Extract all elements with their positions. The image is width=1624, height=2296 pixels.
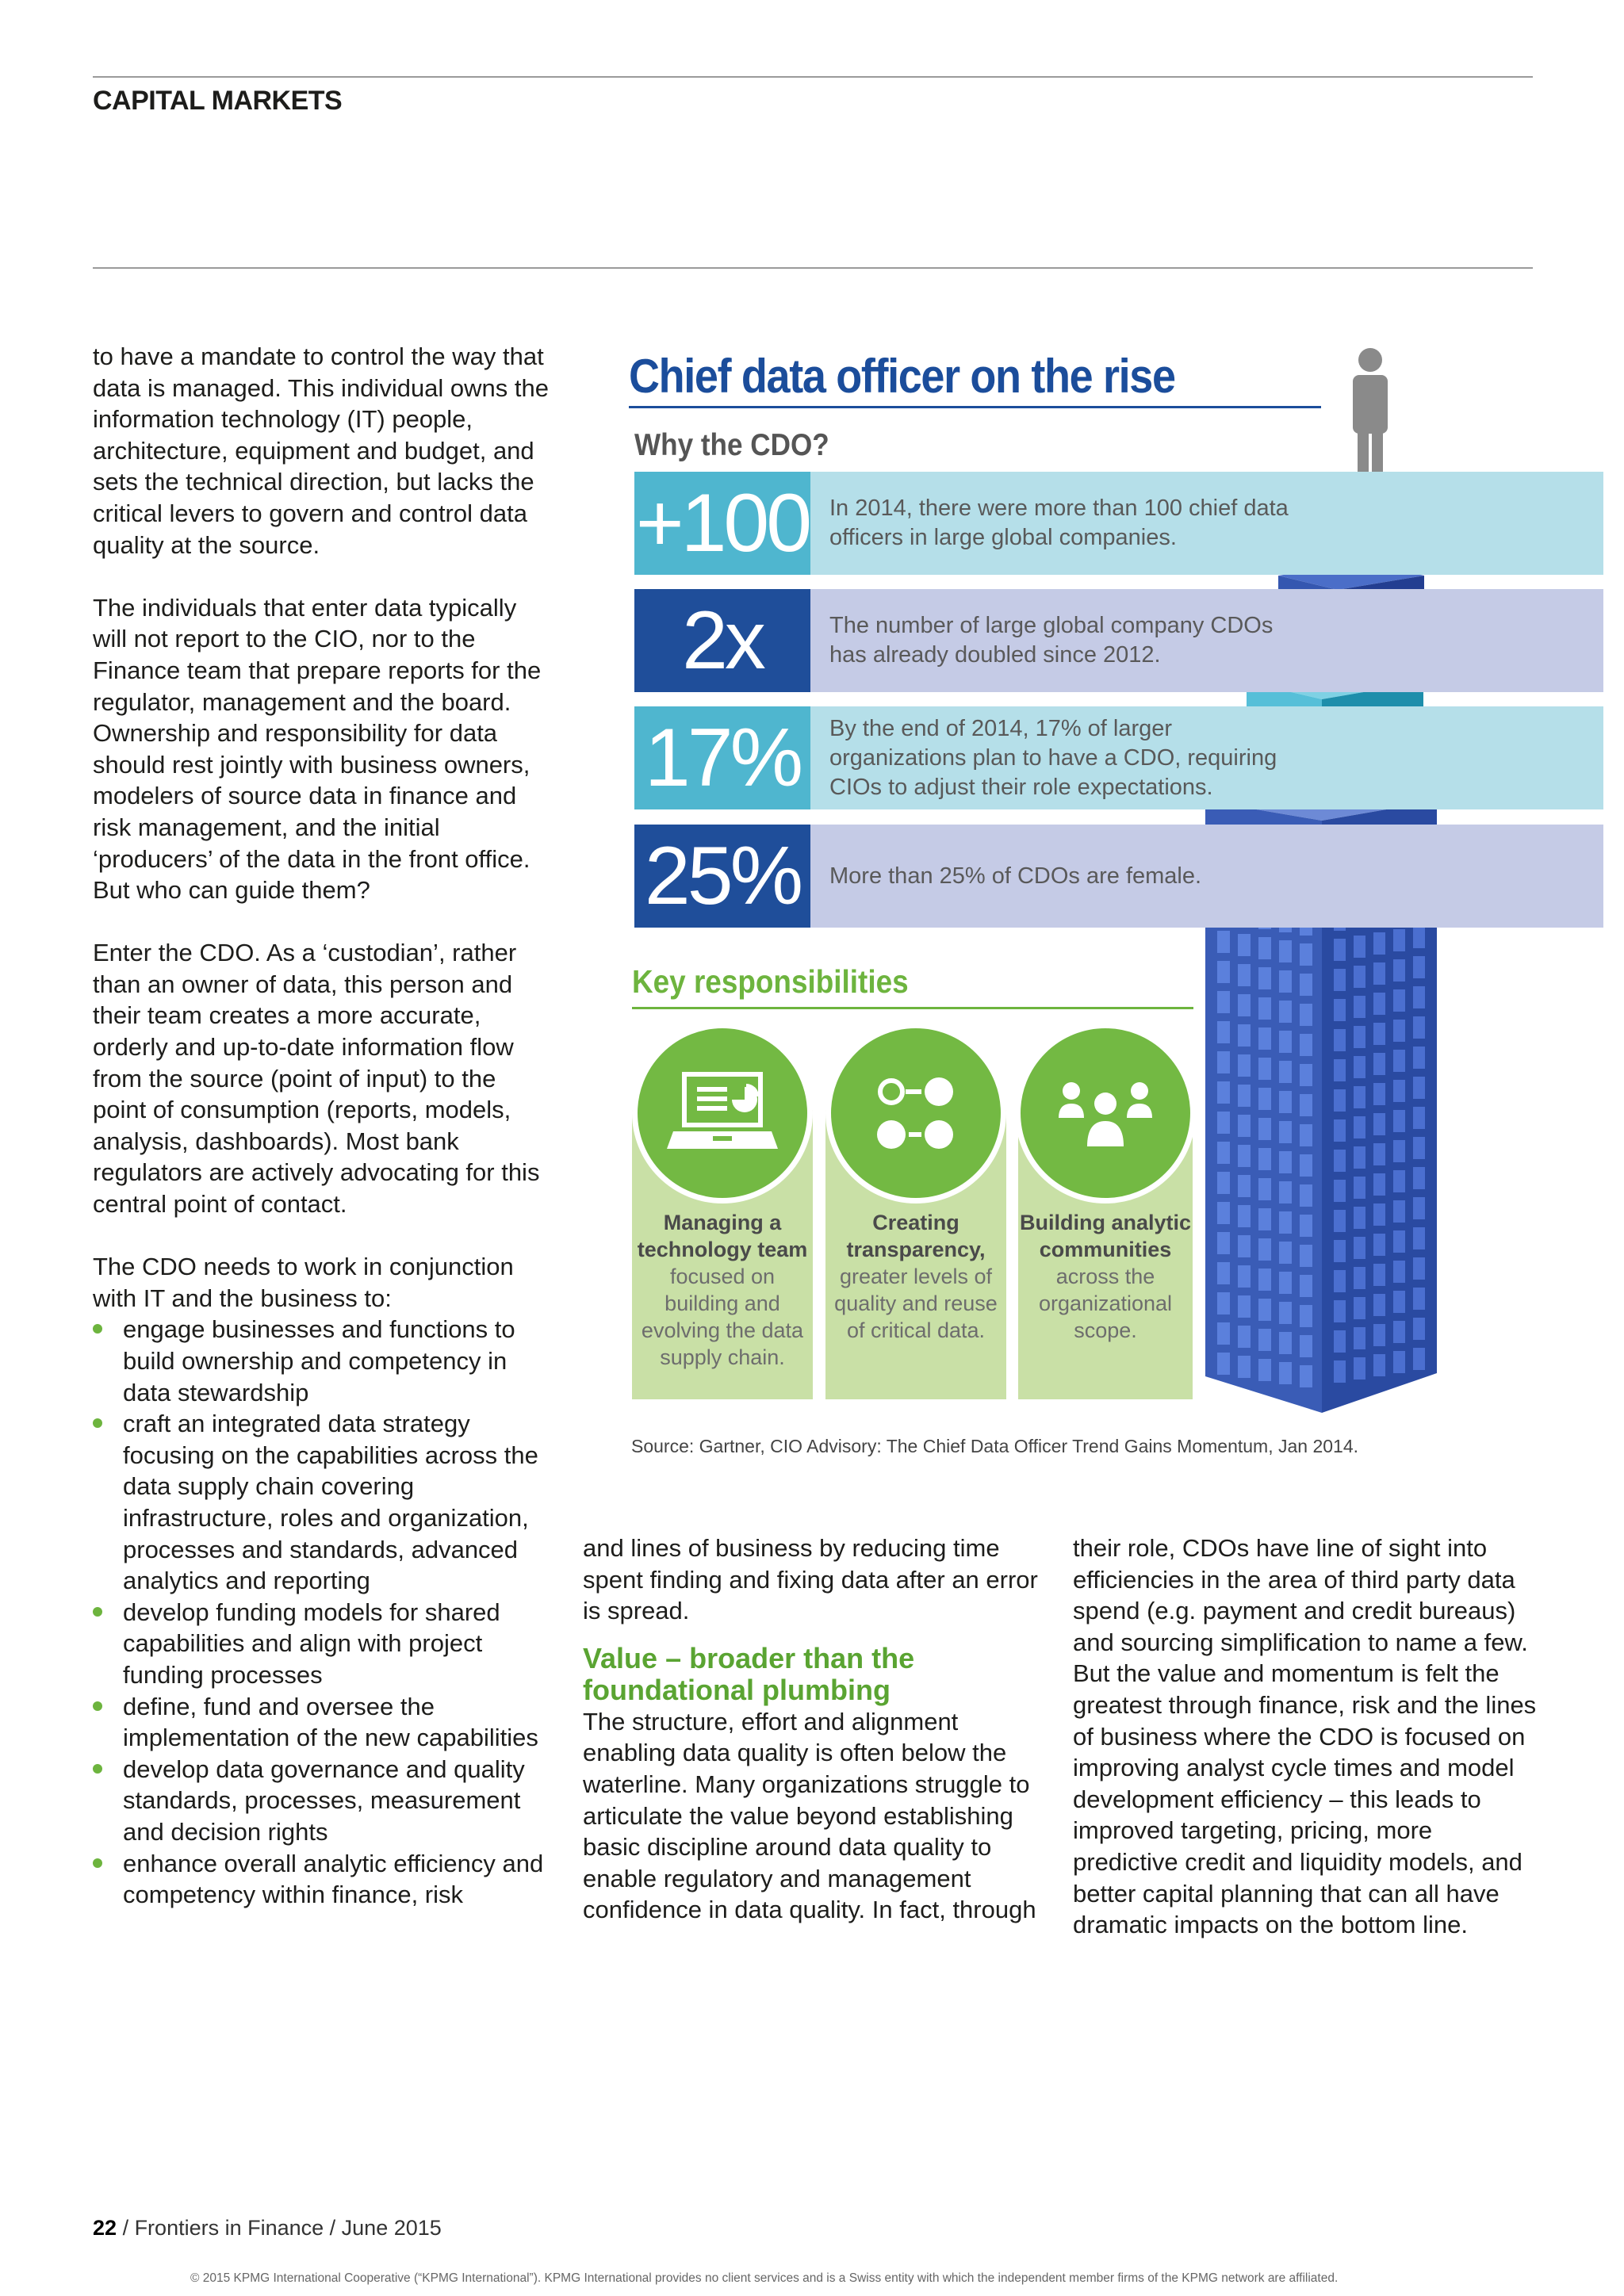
window xyxy=(1258,1027,1271,1050)
bullet-list xyxy=(93,1314,553,1910)
paragraph: The structure, effort and alignment enabling data quality is often below the waterline. Many organizations struggle to articulate the value beyond establishing basic discipline around data quality to enable regulatory and management confidence in data quality. In fact, through xyxy=(583,1707,1036,1924)
window xyxy=(1413,1047,1425,1069)
window xyxy=(1300,1034,1312,1056)
paragraph: their role, CDOs have line of sight into efficiencies in the area of third party data spend (e.g. payment and credit bureaus) and sourcing simplification to name a few. But the value and momentum is felt the greatest through finance, risk and the lines of business where the CDO is focused on improving analyst cycle times and model development efficiency – this leads to improved targeting, pricing, more predictive credit and liquidity models, and better capital planning that can all have dramatic impacts on the bottom line. xyxy=(1073,1534,1537,1939)
window xyxy=(1354,996,1365,1018)
title-rule xyxy=(629,406,1321,408)
window xyxy=(1300,943,1312,966)
window xyxy=(1217,1172,1230,1194)
window xyxy=(1238,1085,1251,1107)
window xyxy=(1258,967,1271,989)
window xyxy=(1393,1351,1405,1373)
window xyxy=(1279,1061,1292,1083)
page-number: 22 xyxy=(93,2216,117,2240)
window xyxy=(1373,1264,1385,1286)
window xyxy=(1373,932,1385,955)
window xyxy=(1373,1113,1385,1135)
window xyxy=(1413,956,1425,978)
window xyxy=(1300,974,1312,996)
list-item: enhance overall analytic efficiency and competency within finance, risk xyxy=(93,1848,553,1911)
window xyxy=(1279,1001,1292,1023)
window xyxy=(1393,959,1405,982)
window xyxy=(1373,1324,1385,1346)
window xyxy=(1413,1137,1425,1159)
column-3 xyxy=(1073,1533,1541,1972)
window xyxy=(1354,1056,1365,1078)
window xyxy=(1258,1208,1271,1230)
window xyxy=(1279,1031,1292,1053)
window xyxy=(1334,1330,1346,1353)
window xyxy=(1334,1119,1346,1142)
window xyxy=(1373,1203,1385,1226)
window xyxy=(1393,1050,1405,1072)
stat-line: By the end of 2014, 17% of larger xyxy=(829,715,1173,741)
card-caption-bold: Building analytic communities xyxy=(1019,1211,1192,1261)
window xyxy=(1217,1051,1230,1073)
stat-value: 2x xyxy=(634,589,810,692)
window xyxy=(1334,939,1346,961)
header-top-rule xyxy=(93,76,1533,78)
window xyxy=(1393,1020,1405,1042)
window xyxy=(1238,964,1251,986)
window xyxy=(1258,1178,1271,1200)
window xyxy=(1413,1227,1425,1249)
window xyxy=(1300,1215,1312,1237)
window xyxy=(1300,1275,1312,1297)
card-caption xyxy=(632,1209,813,1371)
card-caption-text: focused on building and evolving the data supply chain. xyxy=(641,1265,804,1369)
window xyxy=(1279,1272,1292,1294)
window xyxy=(1279,1151,1292,1173)
paragraph: to have a mandate to control the way that data is managed. This individual owns the information technology (IT) people, architecture, equipment and budget, and sets the technical direction, but lacks the critical levers to govern and control data quality at the source. xyxy=(93,342,549,559)
window xyxy=(1217,961,1230,983)
window xyxy=(1258,937,1271,959)
window xyxy=(1393,1200,1405,1223)
window xyxy=(1413,926,1425,948)
window xyxy=(1238,1115,1251,1137)
window xyxy=(1300,1004,1312,1026)
window xyxy=(1373,1294,1385,1316)
window xyxy=(1413,1318,1425,1340)
window xyxy=(1279,940,1292,962)
stat-line: The number of large global company CDOs xyxy=(829,613,1274,638)
card-caption-text: greater levels of quality and reuse of critical data. xyxy=(834,1265,998,1342)
window xyxy=(1334,1300,1346,1322)
infographic-title: Chief data officer on the rise xyxy=(629,350,1175,403)
stat-description xyxy=(810,472,1603,575)
window xyxy=(1258,1058,1271,1080)
person-icon xyxy=(1353,348,1388,492)
window xyxy=(1300,1245,1312,1267)
window xyxy=(1393,1230,1405,1253)
window xyxy=(1258,1299,1271,1321)
window xyxy=(1279,1211,1292,1234)
window xyxy=(1413,1107,1425,1129)
window xyxy=(1238,1145,1251,1167)
window xyxy=(1334,1210,1346,1232)
section-label: CAPITAL MARKETS xyxy=(93,86,343,116)
stat-description xyxy=(810,706,1603,809)
window xyxy=(1393,1261,1405,1283)
key-responsibilities-heading: Key responsibilities xyxy=(632,963,909,1000)
window xyxy=(1258,1359,1271,1381)
window xyxy=(1238,1326,1251,1348)
header-bottom-rule xyxy=(93,267,1533,269)
window xyxy=(1279,1181,1292,1203)
window xyxy=(1373,1143,1385,1165)
window xyxy=(1393,1321,1405,1343)
window xyxy=(1354,1086,1365,1108)
window xyxy=(1300,1365,1312,1387)
list-item: engage businesses and functions to build ownership and competency in data stewardship xyxy=(93,1314,553,1408)
list-item: develop funding models for shared capabilities and align with project funding processes xyxy=(93,1597,553,1691)
window xyxy=(1238,1175,1251,1197)
card-caption-bold: Creating transparency, xyxy=(846,1211,986,1261)
paragraph: and lines of business by reducing time spent finding and fixing data after an error is spread. xyxy=(583,1534,1038,1625)
window xyxy=(1354,1297,1365,1319)
column-1 xyxy=(93,341,553,1911)
window xyxy=(1217,1112,1230,1134)
window xyxy=(1354,1146,1365,1169)
window xyxy=(1238,1205,1251,1227)
window xyxy=(1217,931,1230,953)
stat-description xyxy=(810,825,1603,928)
window xyxy=(1258,1329,1271,1351)
window xyxy=(1217,1262,1230,1284)
stat-line: has already doubled since 2012. xyxy=(829,642,1161,668)
window xyxy=(1354,1267,1365,1289)
window xyxy=(1373,1083,1385,1105)
window xyxy=(1373,993,1385,1015)
stat-line: officers in large global companies. xyxy=(829,525,1177,550)
list-item: craft an integrated data strategy focusing on the capabilities across the data supply chain covering infrastructure, roles and organization, processes and standards, advanced analytics and reporting xyxy=(93,1408,553,1597)
responsibility-circle xyxy=(632,1023,813,1203)
window xyxy=(1258,1148,1271,1170)
window xyxy=(1238,1265,1251,1288)
window xyxy=(1279,1121,1292,1143)
window xyxy=(1393,1080,1405,1102)
window xyxy=(1413,1288,1425,1310)
stat-line: organizations plan to have a CDO, requiring xyxy=(829,744,1277,771)
window xyxy=(1413,1016,1425,1039)
window xyxy=(1354,1026,1365,1048)
window xyxy=(1393,1170,1405,1192)
window xyxy=(1300,1124,1312,1146)
window xyxy=(1373,962,1385,985)
window xyxy=(1354,1237,1365,1259)
responsibility-circle xyxy=(1015,1023,1196,1203)
window xyxy=(1373,1354,1385,1376)
stat-value: 17% xyxy=(634,706,810,809)
paragraph: Enter the CDO. As a ‘custodian’, rather than an owner of data, this person and their team creates a more accurate, orderly and up-to-date information flow from the source (point of input) to the point of consumption (reports, models, analysis, dashboards). Most bank regulators are actively advocating for this central point of contact. xyxy=(93,939,540,1219)
window xyxy=(1217,1322,1230,1345)
window xyxy=(1258,997,1271,1020)
window xyxy=(1393,1291,1405,1313)
window xyxy=(1393,1140,1405,1162)
window xyxy=(1300,1154,1312,1177)
stat-row xyxy=(634,825,1546,928)
publication-info: / Frontiers in Finance / June 2015 xyxy=(122,2216,442,2240)
paragraph: The individuals that enter data typically will not report to the CIO, nor to the Finance team that prepare reports for the regulator, management and the board. Ownership and responsibility for data should rest jointly with business owners, modelers of source data in finance and risk management, and the initial ‘producers’ of the data in the front office. But who can guide them? xyxy=(93,593,542,905)
window xyxy=(1217,1232,1230,1254)
window xyxy=(1238,1295,1251,1318)
window xyxy=(1413,1348,1425,1370)
window xyxy=(1300,1335,1312,1357)
window xyxy=(1238,1356,1251,1378)
infographic-subtitle: Why the CDO? xyxy=(634,428,829,462)
window xyxy=(1334,1029,1346,1051)
column-2 xyxy=(583,1533,1047,1957)
stat-row xyxy=(634,589,1546,692)
window xyxy=(1373,1023,1385,1045)
window xyxy=(1217,1202,1230,1224)
list-item: define, fund and oversee the implementation of the new capabilities xyxy=(93,1691,553,1754)
copyright-notice: © 2015 KPMG International Cooperative (“KPMG International”). KPMG International provides no client services and is a Swiss entity with which the independent member firms of the KPMG network are affiliated. xyxy=(190,2271,1339,2285)
window xyxy=(1334,1360,1346,1383)
paragraph: The CDO needs to work in conjunction with IT and the business to: xyxy=(93,1253,514,1312)
window xyxy=(1334,1150,1346,1172)
window xyxy=(1354,936,1365,958)
window xyxy=(1279,1332,1292,1354)
window xyxy=(1334,1180,1346,1202)
window xyxy=(1393,1110,1405,1132)
source-note: Source: Gartner, CIO Advisory: The Chief Data Officer Trend Gains Momentum, Jan 2014. xyxy=(631,1436,1359,1456)
window xyxy=(1258,1269,1271,1291)
window xyxy=(1300,1064,1312,1086)
window xyxy=(1334,999,1346,1021)
window xyxy=(1354,1207,1365,1229)
window xyxy=(1354,1357,1365,1380)
section-heading: Value – broader than the foundational plumbing xyxy=(583,1641,915,1706)
stat-value: 25% xyxy=(634,825,810,928)
window xyxy=(1279,1362,1292,1384)
footer-page-info xyxy=(93,2216,442,2241)
window xyxy=(1238,1024,1251,1047)
people-group-icon xyxy=(1054,1073,1157,1153)
window xyxy=(1217,1081,1230,1104)
window xyxy=(1334,1240,1346,1262)
window xyxy=(1393,929,1405,951)
key-responsibilities-rule xyxy=(632,1007,1193,1009)
window xyxy=(1238,1235,1251,1257)
window xyxy=(1217,1292,1230,1314)
list-item: develop data governance and quality standards, processes, measurement and decision rights xyxy=(93,1754,553,1848)
window xyxy=(1413,1197,1425,1219)
window xyxy=(1413,1167,1425,1189)
window xyxy=(1258,1118,1271,1140)
stat-row xyxy=(634,706,1546,809)
window xyxy=(1258,1088,1271,1110)
window xyxy=(1238,994,1251,1016)
window xyxy=(1334,1059,1346,1081)
stat-line: In 2014, there were more than 100 chief data xyxy=(829,496,1289,521)
window xyxy=(1413,986,1425,1008)
responsibility-circle xyxy=(825,1023,1006,1203)
window xyxy=(1300,1305,1312,1327)
window xyxy=(1238,934,1251,956)
card-caption-text: across the organizational scope. xyxy=(1038,1265,1173,1342)
card-caption-bold: Managing a technology team xyxy=(637,1211,808,1261)
window xyxy=(1258,1238,1271,1261)
stat-row xyxy=(634,472,1546,575)
window xyxy=(1413,1077,1425,1099)
network-nodes-icon xyxy=(872,1070,959,1157)
laptop-chart-icon xyxy=(667,1070,778,1157)
stat-line: More than 25% of CDOs are female. xyxy=(829,863,1202,889)
window xyxy=(1300,1184,1312,1207)
window xyxy=(1217,991,1230,1013)
window xyxy=(1279,1302,1292,1324)
card-caption xyxy=(825,1209,1006,1344)
window xyxy=(1413,1257,1425,1280)
window xyxy=(1279,1091,1292,1113)
stat-description xyxy=(810,589,1603,692)
window xyxy=(1217,1142,1230,1164)
window xyxy=(1217,1353,1230,1375)
window xyxy=(1373,1173,1385,1196)
window xyxy=(1334,1270,1346,1292)
window xyxy=(1354,1327,1365,1349)
window xyxy=(1373,1053,1385,1075)
card-caption xyxy=(1015,1209,1196,1344)
window xyxy=(1279,970,1292,993)
window xyxy=(1354,1116,1365,1138)
window xyxy=(1393,989,1405,1012)
window xyxy=(1217,1021,1230,1043)
window xyxy=(1238,1054,1251,1077)
window xyxy=(1334,1089,1346,1112)
window xyxy=(1300,1094,1312,1116)
stat-value: +100 xyxy=(634,472,810,575)
stat-line: CIOs to adjust their role expectations. xyxy=(829,774,1213,800)
window xyxy=(1334,969,1346,991)
window xyxy=(1354,966,1365,988)
window xyxy=(1373,1234,1385,1256)
window xyxy=(1279,1242,1292,1264)
window xyxy=(1354,1177,1365,1199)
